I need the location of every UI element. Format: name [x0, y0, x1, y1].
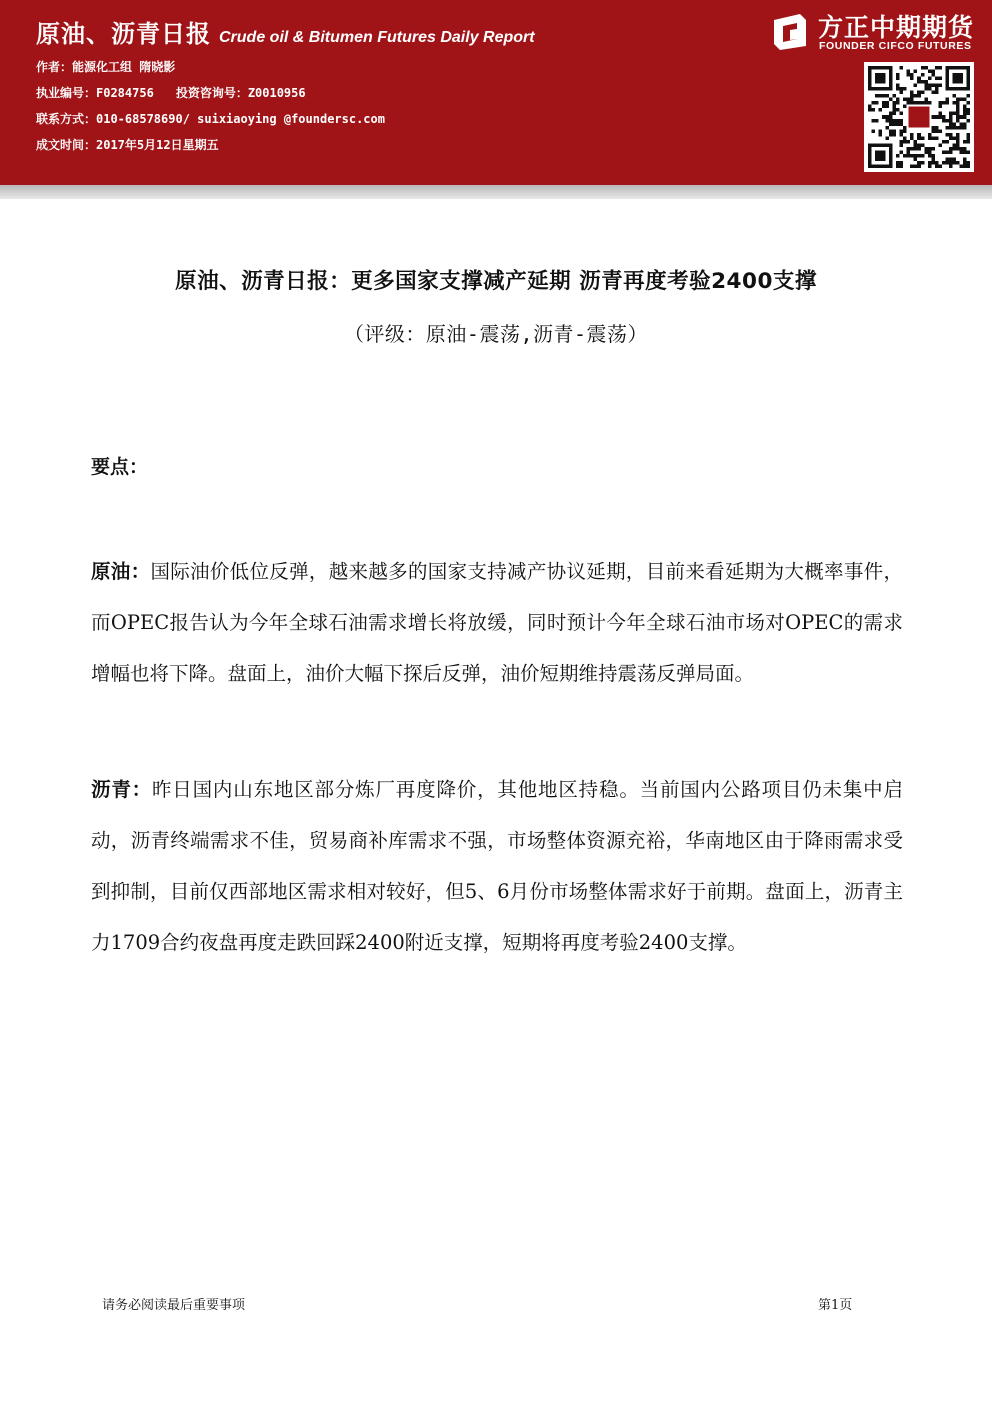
crude-oil-paragraph: [91, 546, 903, 699]
author-line: 作者：能源化工组 隋晓影: [36, 60, 176, 74]
registration-line: [36, 84, 306, 101]
logo-text-cn: 方正中期期货: [818, 13, 975, 42]
qr-code-icon: [864, 62, 974, 172]
logo-mark-icon: [770, 12, 810, 52]
contact-line: 联系方式：010-68578690/ suixiaoying @foundersc.com: [36, 112, 385, 126]
header-divider: [0, 185, 992, 199]
report-header: [0, 0, 992, 185]
crude-oil-label: 原油：: [91, 560, 151, 583]
header-title-en: Crude oil & Bitumen Futures Daily Report: [219, 29, 535, 46]
report-rating: （评级：原油-震荡,沥青-震荡）: [343, 322, 649, 346]
footer-notice: 请务必阅读最后重要事项: [102, 1298, 246, 1313]
bitumen-paragraph: [91, 764, 903, 968]
crude-oil-text: 国际油价低位反弹，越来越多的国家支持减产协议延期，目前来看延期为大概率事件，而OPEC报告认为今年全球石油需求增长将放缓，同时预计今年全球石油市场对OPEC的需求增幅也将下降。盘面上，油价大幅下探后反弹，油价短期维持震荡反弹局面。: [91, 560, 903, 685]
key-points-heading: 要点：: [91, 456, 149, 478]
company-logo: [770, 8, 982, 56]
bitumen-text: 昨日国内山东地区部分炼厂再度降价，其他地区持稳。当前国内公路项目仍未集中启动，沥青终端需求不佳，贸易商补库需求不强，市场整体资源充裕，华南地区由于降雨需求受到抑制，目前仅西部地区需求相对较好，但5、6月份市场整体需求好于前期。盘面上，沥青主力1709合约夜盘再度走跌回踩2400附近支撑，短期将再度考验2400支撑。: [91, 778, 903, 954]
license-number: 执业编号：F0284756: [36, 86, 154, 100]
header-title-cn: 原油、沥青日报: [36, 20, 211, 48]
page-number: 第1页: [818, 1298, 853, 1313]
date-line: 成文时间：2017年5月12日星期五: [36, 138, 219, 152]
report-title: 原油、沥青日报：更多国家支撑减产延期 沥青再度考验2400支撑: [175, 269, 817, 294]
bitumen-label: 沥青：: [91, 778, 152, 801]
logo-text-en: FOUNDER CIFCO FUTURES: [819, 40, 972, 52]
header-title: [36, 14, 535, 50]
consult-number: 投资咨询号：Z0010956: [175, 86, 306, 100]
